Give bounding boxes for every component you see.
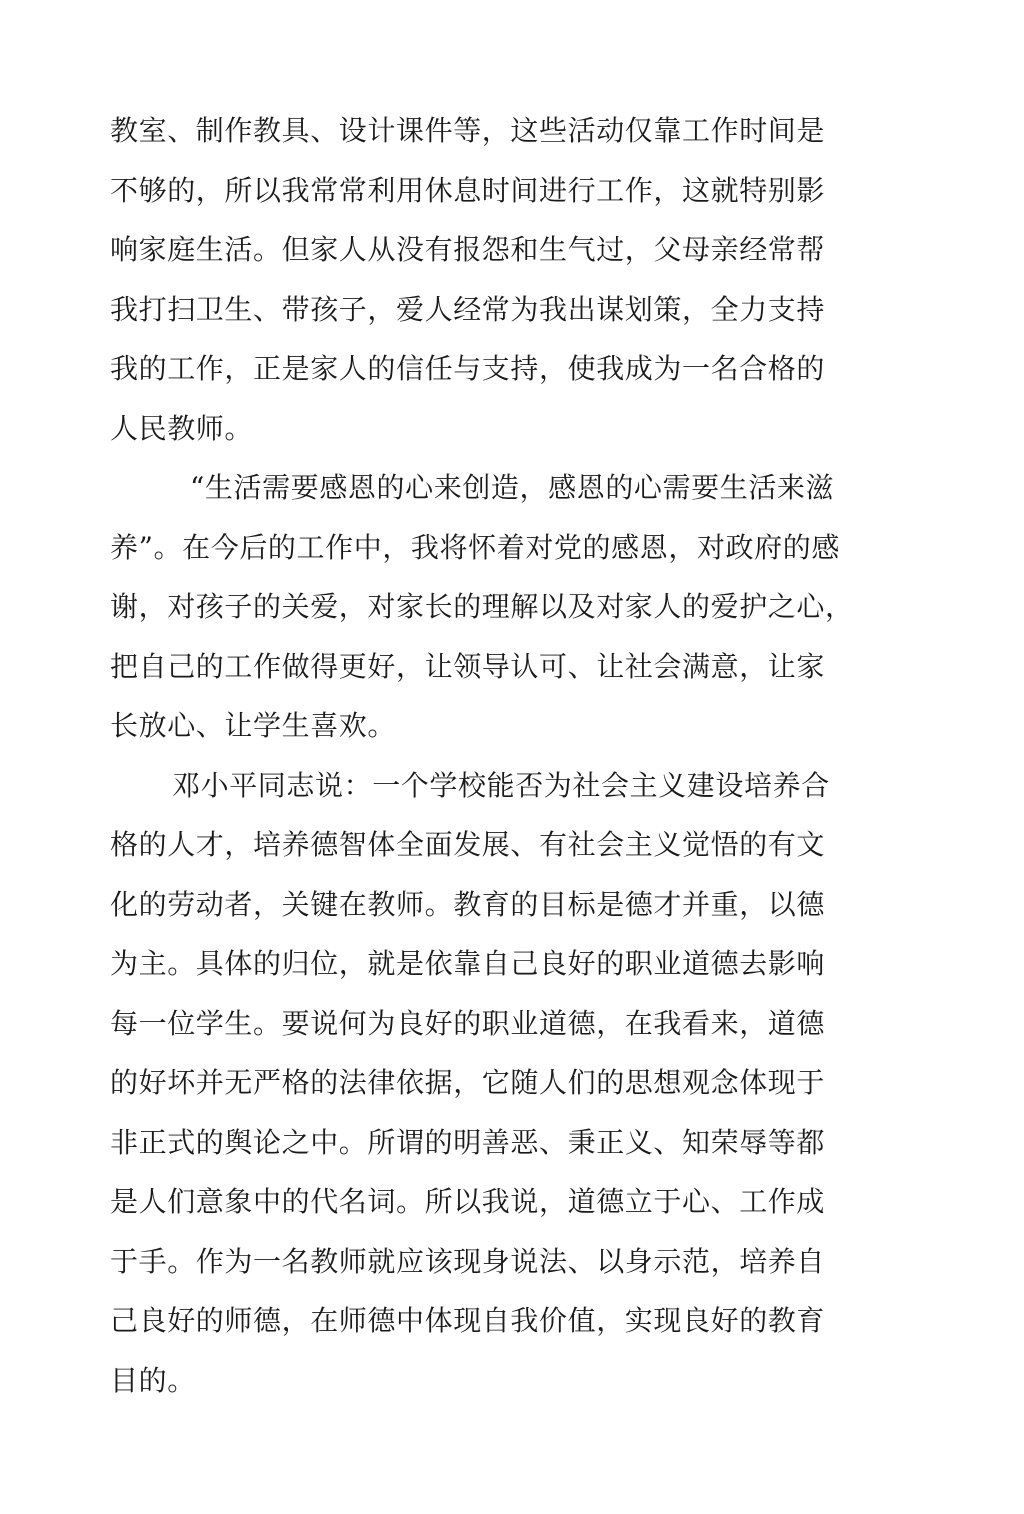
paragraph-line: 每一位学生。要说何为良好的职业道德，在我看来，道德 xyxy=(110,1006,826,1040)
paragraph-line: 谢，对孩子的关爱，对家长的理解以及对家人的爱护之心， xyxy=(110,590,854,623)
paragraph-line: 非正式的舆论之中。所谓的明善恶、秉正义、知荣辱等都 xyxy=(110,1125,826,1159)
paragraph-line: 于手。作为一名教师就应该现身说法、以身示范，培养自 xyxy=(110,1244,826,1278)
paragraph-line: 人民教师。 xyxy=(110,411,254,445)
paragraph-line: 教室、制作教具、设计课件等，这些活动仅靠工作时间是 xyxy=(110,114,826,147)
paragraph-line: 把自己的工作做得更好，让领导认可、让社会满意，让家 xyxy=(110,649,826,683)
paragraph-line: “生活需要感恩的心来创造，感恩的心需要生活来滋 xyxy=(190,471,835,504)
paragraph-family-support xyxy=(110,101,910,458)
document-body xyxy=(110,101,910,1410)
paragraph-line: 响家庭生活。但家人从没有报怨和生气过，父母亲经常帮 xyxy=(110,233,826,266)
paragraph-line: 我打扫卫生、带孩子，爱人经常为我出谋划策，全力支持 xyxy=(110,292,826,326)
paragraph-line: 目的。 xyxy=(110,1363,196,1397)
paragraph-line: 化的劳动者，关键在教师。教育的目标是德才并重，以德 xyxy=(110,887,826,921)
paragraph-line: 格的人才，培养德智体全面发展、有社会主义觉悟的有文 xyxy=(110,828,826,861)
paragraph-line: 不够的，所以我常常利用休息时间进行工作，这就特别影 xyxy=(110,173,826,207)
paragraph-line: 长放心、让学生喜欢。 xyxy=(110,709,397,742)
paragraph-line: 己良好的师德，在师德中体现自我价值，实现良好的教育 xyxy=(110,1304,826,1337)
paragraph-line: 我的工作，正是家人的信任与支持，使我成为一名合格的 xyxy=(110,352,826,385)
paragraph-line: 养”。在今后的工作中，我将怀着对党的感恩，对政府的感 xyxy=(110,530,840,564)
paragraph-gratitude-quote xyxy=(110,458,910,756)
paragraph-line: 为主。具体的归位，就是依靠自己良好的职业道德去影响 xyxy=(110,947,826,980)
paragraph-teacher-ethics xyxy=(110,756,910,1411)
paragraph-line: 邓小平同志说：一个学校能否为社会主义建设培养合 xyxy=(172,768,830,802)
paragraph-line: 的好坏并无严格的法律依据，它随人们的思想观念体现于 xyxy=(110,1066,826,1099)
paragraph-line: 是人们意象中的代名词。所以我说，道德立于心、工作成 xyxy=(110,1185,826,1218)
